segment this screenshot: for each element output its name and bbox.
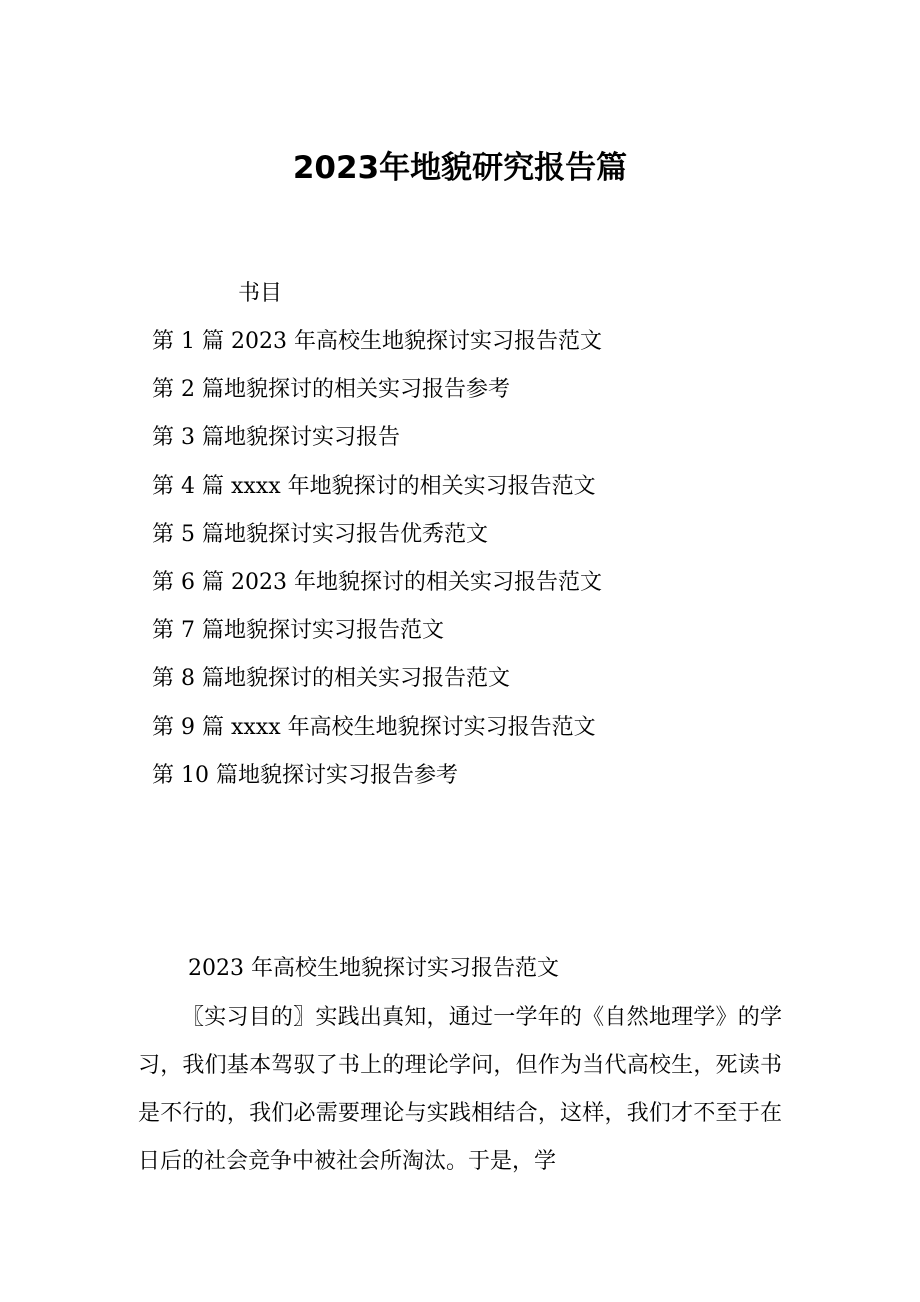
- toc-item-2: 第 2 篇地貌探讨的相关实习报告参考: [152, 377, 510, 403]
- document-title: 2023年地貌研究报告篇: [292, 150, 628, 186]
- toc-item-5: 第 5 篇地貌探讨实习报告优秀范文: [152, 521, 488, 547]
- toc-item-3: 第 3 篇地貌探讨实习报告: [152, 425, 400, 451]
- toc-item-1: 第 1 篇 2023 年高校生地貌探讨实习报告范文: [152, 329, 602, 354]
- toc-item-10: 第 10 篇地貌探讨实习报告参考: [152, 762, 458, 788]
- toc-item-7: 第 7 篇地貌探讨实习报告范文: [152, 618, 444, 644]
- section-title: 2023 年高校生地貌探讨实习报告范文: [188, 956, 559, 981]
- toc-item-4: 第 4 篇 xxxx 年地貌探讨的相关实习报告范文: [152, 473, 596, 499]
- toc-heading: 书目: [238, 281, 283, 306]
- toc-item-8: 第 8 篇地貌探讨的相关实习报告范文: [152, 666, 510, 692]
- toc-item-9: 第 9 篇 xxxx 年高校生地貌探讨实习报告范文: [152, 714, 596, 740]
- body-paragraph: 〖实习目的〗实践出真知，通过一学年的《自然地理学》的学习，我们基本驾驭了书上的理论学问，但作为当代高校生，死读书是不行的，我们必需要理论与实践相结合，这样，我们才不至于在日后的社会竞争中被社会所淘汰。于是，学: [138, 1005, 782, 1174]
- toc-list: [152, 326, 602, 808]
- toc-item-6: 第 6 篇 2023 年地貌探讨的相关实习报告范文: [152, 569, 602, 595]
